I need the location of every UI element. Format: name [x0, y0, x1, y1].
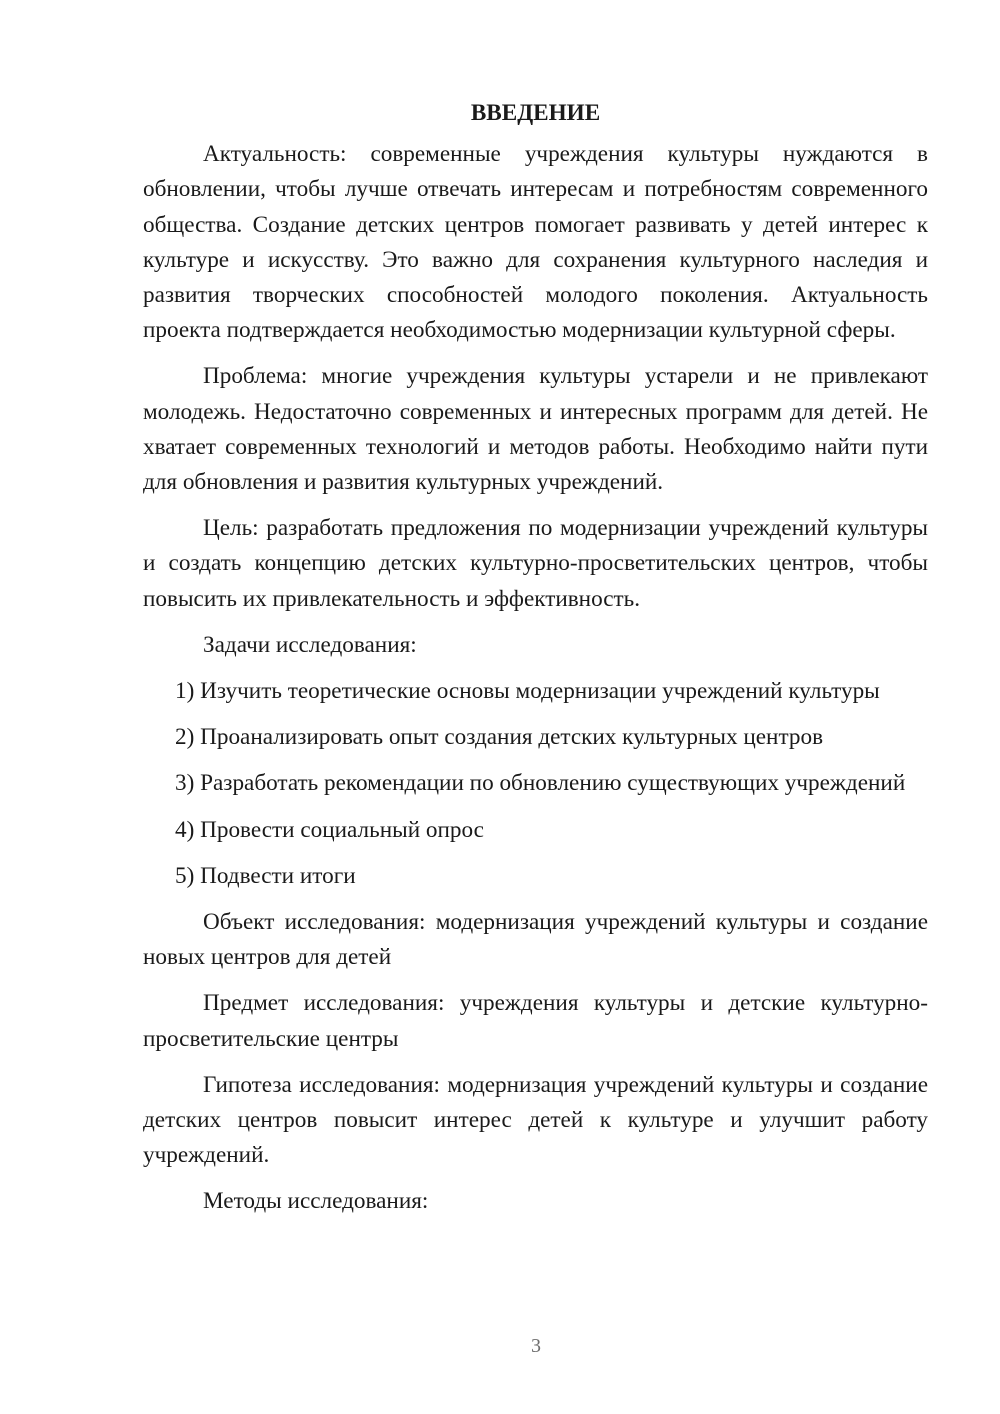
list-item-task-2: 2) Проанализировать опыт создания детских культурных центров — [175, 724, 824, 751]
list-item-task-3: 3) Разработать рекомендации по обновлению существующих учреждений — [175, 770, 906, 797]
paragraph-tasks-intro: Задачи исследования: — [203, 631, 417, 658]
paragraph-relevance: Актуальность: современные учреждения культуры нуждаются в обновлении, чтобы лучше отвечать интересам и потребностям современного общества. Создание детских центров помогает развивать у детей интерес к культуре и искусству. Это важно для сохранения культурного наследия и развития творческих способностей молодого поколения. Актуальность проекта подтверждается необходимостью модернизации культурной сферы. — [143, 141, 928, 344]
paragraph-hypothesis: Гипотеза исследования: модернизация учреждений культуры и создание детских центров повысит интерес детей к культуре и улучшит работу учреждений. — [143, 1071, 928, 1169]
paragraph-problem: Проблема: многие учреждения культуры устарели и не привлекают молодежь. Недостаточно современных и интересных программ для детей. Не хватает современных технологий и методов работы. Необходимо найти пути для обновления и развития культурных учреждений. — [143, 363, 928, 496]
paragraph-goal: Цель: разработать предложения по модернизации учреждений культуры и создать концепцию детских культурно-просветительских центров, чтобы повысить их привлекательность и эффективность. — [143, 515, 928, 612]
page-number: 3 — [531, 1335, 541, 1357]
paragraph-object: Объект исследования: модернизация учреждений культуры и создание новых центров для детей — [143, 909, 928, 971]
list-item-task-1: 1) Изучить теоретические основы модернизации учреждений культуры — [175, 678, 880, 705]
paragraph-subject: Предмет исследования: учреждения культуры и детские культурно-просветительские центры — [143, 990, 928, 1052]
section-heading: ВВЕДЕНИЕ — [470, 100, 601, 126]
list-item-task-5: 5) Подвести итоги — [175, 862, 356, 889]
list-item-task-4: 4) Провести социальный опрос — [175, 816, 484, 843]
paragraph-methods: Методы исследования: — [203, 1188, 429, 1215]
page-content — [143, 96, 928, 1231]
